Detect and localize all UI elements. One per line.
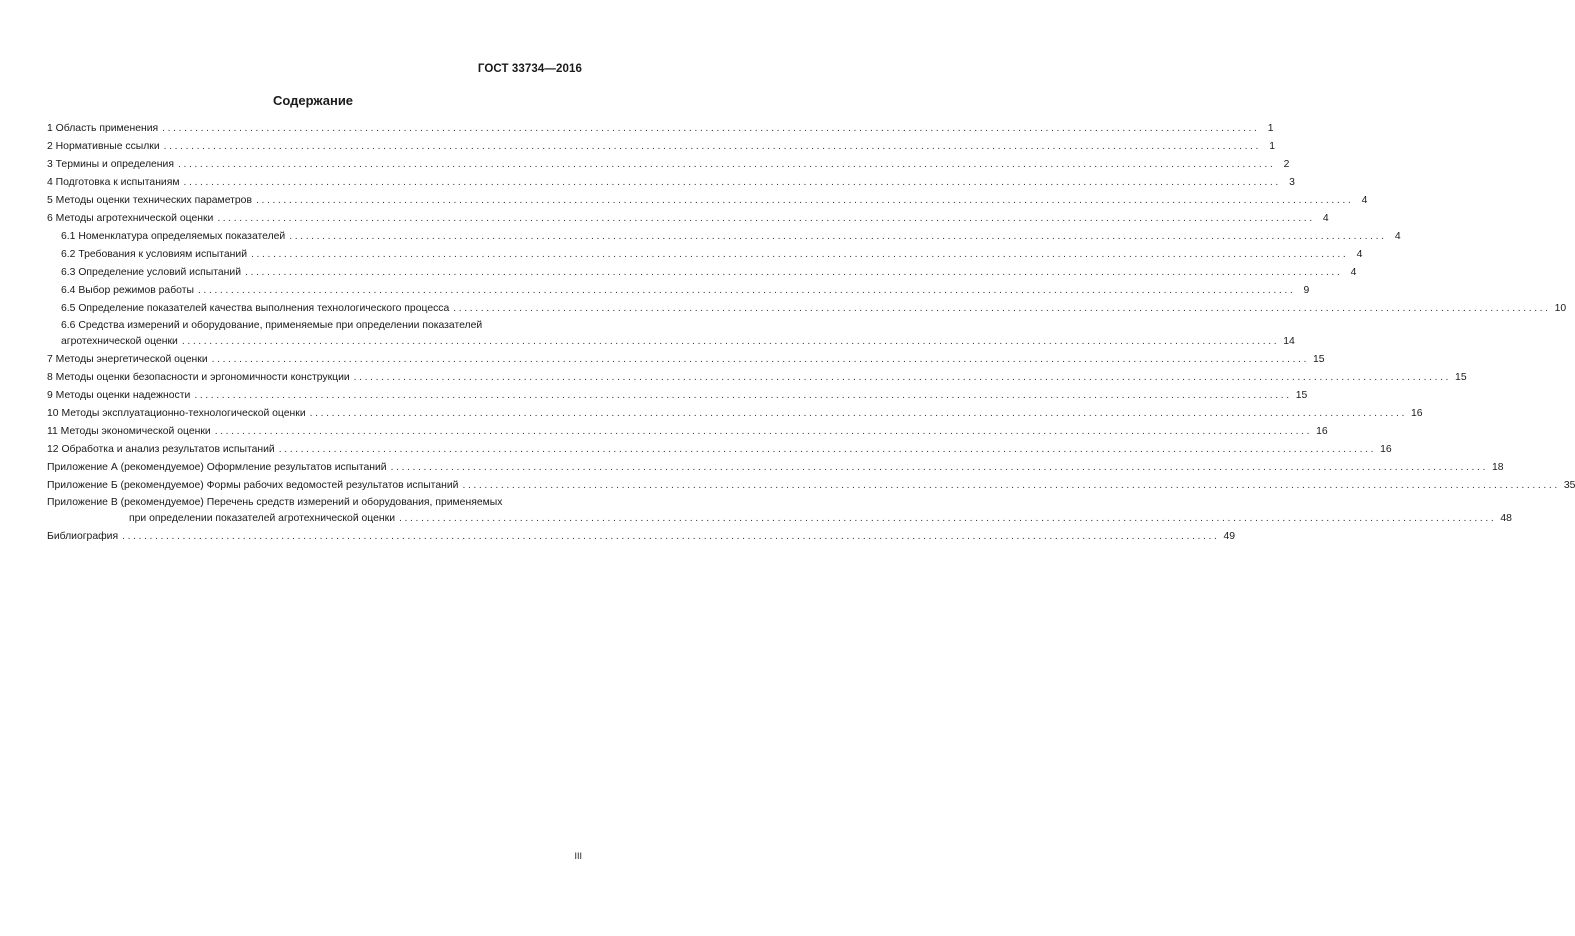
toc-page: 9 xyxy=(1303,285,1310,296)
toc-page: 16 xyxy=(1411,408,1423,419)
toc-label: Библиография xyxy=(47,531,119,542)
toc-page: 14 xyxy=(1283,336,1295,347)
toc-label: 3 Термины и определения xyxy=(47,159,174,170)
toc-subentry-continuation[interactable] xyxy=(47,333,1295,351)
toc-subentry[interactable] xyxy=(47,264,1357,282)
toc-appendix-entry[interactable] xyxy=(47,477,1575,495)
toc-page: 18 xyxy=(1491,462,1504,473)
toc-label: 6.2 Требования к условиям испытаний xyxy=(61,249,248,260)
toc-label: при определении показателей агротехнической оценки xyxy=(129,513,395,524)
toc-subentry[interactable] xyxy=(47,246,1363,264)
toc-leader: ........................................................................................................................................................................................................ xyxy=(181,336,1280,347)
toc-leader: ........................................................................................................................................................................................................ xyxy=(177,159,1276,170)
toc-entry[interactable] xyxy=(47,138,1276,156)
toc-leader: ........................................................................................................................................................................................................ xyxy=(353,372,1452,383)
toc-label: 6 Методы агротехнической оценки xyxy=(47,213,214,224)
toc-page: 15 xyxy=(1313,354,1325,365)
toc-entry[interactable] xyxy=(47,210,1329,228)
toc-page: 4 xyxy=(1361,195,1368,206)
page-title: Содержание xyxy=(272,93,354,108)
toc-entry[interactable] xyxy=(47,120,1274,138)
toc-leader: ........................................................................................................................................................................................................ xyxy=(390,462,1488,473)
toc-page: 49 xyxy=(1223,531,1236,542)
toc-label: 4 Подготовка к испытаниям xyxy=(47,177,180,188)
toc-leader: ........................................................................................................................................................................................................ xyxy=(462,480,1560,491)
toc-leader: ........................................................................................................................................................................................................ xyxy=(183,177,1281,188)
page-number: III xyxy=(574,851,582,861)
toc-label: 10 Методы эксплуатационно-технологической оценки xyxy=(47,408,306,419)
toc-label: агротехнической оценки xyxy=(61,336,178,347)
toc-label: 7 Методы энергетической оценки xyxy=(47,354,208,365)
toc-label: 6.4 Выбор режимов работы xyxy=(61,285,194,296)
toc-page: 15 xyxy=(1455,372,1467,383)
toc-page: 4 xyxy=(1394,231,1401,242)
toc-page: 16 xyxy=(1380,444,1392,455)
toc-entry[interactable] xyxy=(47,387,1308,405)
toc-entry[interactable] xyxy=(47,351,1325,369)
toc-label: Приложение Б (рекомендуемое) Формы рабочих ведомостей результатов испытаний xyxy=(47,480,459,491)
toc-leader: ........................................................................................................................................................................................................ xyxy=(163,141,1262,152)
toc-page: 35 xyxy=(1563,480,1575,491)
toc-label: 1 Область применения xyxy=(47,123,159,134)
toc-subentry[interactable] xyxy=(47,282,1310,300)
toc-page: 10 xyxy=(1554,303,1567,314)
toc-appendix-continuation[interactable] xyxy=(47,510,1512,528)
toc-label: 8 Методы оценки безопасности и эргономичности конструкции xyxy=(47,372,350,383)
toc-page: 15 xyxy=(1295,390,1308,401)
toc-appendix-first-line[interactable]: Приложение В (рекомендуемое) Перечень средств измерений и оборудования, применяемых xyxy=(47,497,503,508)
toc-page: 1 xyxy=(1267,123,1274,134)
toc-label: 5 Методы оценки технических параметров xyxy=(47,195,252,206)
toc-leader: ........................................................................................................................................................................................................ xyxy=(211,354,1310,365)
toc-subentry-first-line[interactable]: 6.6 Средства измерений и оборудование, применяемые при определении показателей xyxy=(61,320,483,331)
toc-label: 6.1 Номенклатура определяемых показателей xyxy=(61,231,286,242)
toc-leader: ........................................................................................................................................................................................................ xyxy=(278,444,1377,455)
toc-leader: ........................................................................................................................................................................................................ xyxy=(453,303,1551,314)
table-of-contents xyxy=(47,120,1575,546)
toc-subentry[interactable] xyxy=(47,228,1401,246)
toc-page: 4 xyxy=(1322,213,1329,224)
toc-page: 48 xyxy=(1500,513,1512,524)
toc-leader: ........................................................................................................................................................................................................ xyxy=(162,123,1260,134)
toc-leader: ........................................................................................................................................................................................................ xyxy=(251,249,1349,260)
toc-entry[interactable] xyxy=(47,405,1423,423)
toc-label: 2 Нормативные ссылки xyxy=(47,141,160,152)
toc-leader: ........................................................................................................................................................................................................ xyxy=(214,426,1313,437)
toc-subentry[interactable] xyxy=(47,300,1567,318)
toc-label: 6.5 Определение показателей качества выполнения технологического процесса xyxy=(61,303,450,314)
toc-page: 16 xyxy=(1316,426,1328,437)
toc-entry[interactable] xyxy=(47,441,1392,459)
toc-label: 9 Методы оценки надежности xyxy=(47,390,191,401)
toc-entry[interactable] xyxy=(47,192,1368,210)
toc-leader: ........................................................................................................................................................................................................ xyxy=(197,285,1296,296)
toc-leader: ........................................................................................................................................................................................................ xyxy=(122,531,1220,542)
toc-label: Приложение А (рекомендуемое) Оформление результатов испытаний xyxy=(47,462,387,473)
toc-leader: ........................................................................................................................................................................................................ xyxy=(217,213,1315,224)
toc-page: 3 xyxy=(1289,177,1295,188)
toc-entry[interactable] xyxy=(47,423,1328,441)
toc-label: 11 Методы экономической оценки xyxy=(47,426,211,437)
toc-leader: ........................................................................................................................................................................................................ xyxy=(255,195,1354,206)
toc-entry[interactable] xyxy=(47,174,1295,192)
toc-leader: ........................................................................................................................................................................................................ xyxy=(399,513,1497,524)
toc-page: 4 xyxy=(1356,249,1363,260)
toc-label: 12 Обработка и анализ результатов испытаний xyxy=(47,444,275,455)
toc-label: 6.3 Определение условий испытаний xyxy=(61,267,242,278)
toc-entry[interactable] xyxy=(47,156,1290,174)
document-code: ГОСТ 33734—2016 xyxy=(477,63,582,75)
toc-leader: ........................................................................................................................................................................................................ xyxy=(289,231,1387,242)
toc-page: 4 xyxy=(1350,267,1357,278)
toc-page: 2 xyxy=(1283,159,1290,170)
toc-leader: ........................................................................................................................................................................................................ xyxy=(309,408,1408,419)
toc-appendix-entry[interactable] xyxy=(47,459,1504,477)
toc-leader: ........................................................................................................................................................................................................ xyxy=(245,267,1343,278)
toc-entry[interactable] xyxy=(47,369,1467,387)
toc-entry[interactable] xyxy=(47,528,1236,546)
toc-leader: ........................................................................................................................................................................................................ xyxy=(194,390,1292,401)
toc-page: 1 xyxy=(1269,141,1276,152)
